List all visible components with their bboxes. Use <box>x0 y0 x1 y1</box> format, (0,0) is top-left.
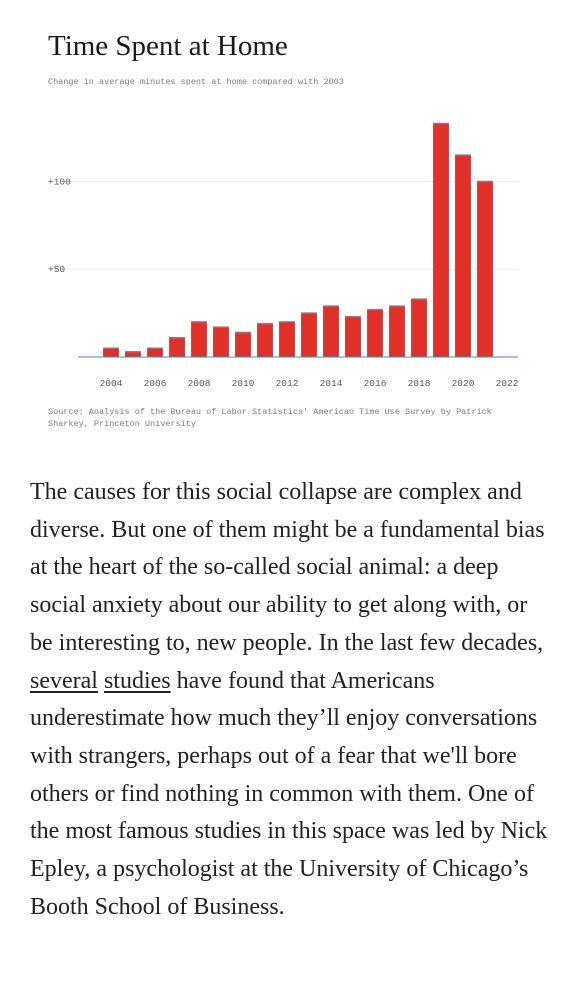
bar-2006 <box>147 348 163 357</box>
bar-2004 <box>103 348 119 357</box>
x-tick-label: 2014 <box>319 378 343 389</box>
article-text-part2: have found that Americans underestimate how much they’ll enjoy conversations with strangers, perhaps out of a fear that we'll bore others or find nothing in common with them. One of the most famous studies in this space was led by Nick Epley, a psychologist at the University of Chicago’s Booth School of Business. <box>30 667 548 920</box>
bar-2014 <box>323 306 339 357</box>
x-tick-label: 2008 <box>187 378 211 389</box>
bar-2012 <box>279 322 295 357</box>
bar-2018 <box>411 299 427 357</box>
x-tick-label: 2004 <box>99 378 123 389</box>
bar-2011 <box>257 324 273 357</box>
bar-2009 <box>213 327 229 357</box>
chart-subtitle: Change in average minutes spent at home compared with 2003 <box>48 77 344 87</box>
bar-2007 <box>169 338 185 357</box>
bar-2015 <box>345 317 361 357</box>
bar-chart <box>0 100 567 400</box>
x-tick-label: 2012 <box>275 378 299 389</box>
bars <box>103 124 493 357</box>
x-tick-label: 2020 <box>451 378 475 389</box>
x-tick-label: 2018 <box>407 378 431 389</box>
bar-2020 <box>455 155 471 357</box>
y-tick-label: +100 <box>48 176 71 188</box>
x-axis-ticks <box>100 378 519 389</box>
several-link[interactable]: several <box>30 667 98 694</box>
x-tick-label: 2022 <box>495 378 519 389</box>
bar-2005 <box>125 352 141 357</box>
bar-2021 <box>477 181 493 357</box>
y-axis-ticks <box>48 176 71 275</box>
x-tick-label: 2016 <box>363 378 387 389</box>
bar-2019 <box>433 124 449 357</box>
article-text-part1: The causes for this social collapse are complex and diverse. But one of them might be a fundamental bias at the heart of the so-called social animal: a deep social anxiety about our ability to get along with, or be interesting to, new people. In the last few decades, <box>30 479 545 656</box>
bar-2013 <box>301 313 317 357</box>
studies-link[interactable]: studies <box>103 667 171 694</box>
chart-source: Source: Analysis of the Bureau of Labor Statistics' American Time Use Survey by Patrick Sharkey, Princeton University <box>48 407 492 429</box>
x-tick-label: 2006 <box>143 378 167 389</box>
article-paragraph <box>30 474 550 926</box>
bar-2010 <box>235 332 251 357</box>
x-tick-label: 2010 <box>231 378 255 389</box>
bar-2017 <box>389 306 405 357</box>
chart-title: Time Spent at Home <box>48 30 288 62</box>
y-tick-label: +50 <box>48 264 66 276</box>
bar-2016 <box>367 310 383 357</box>
bar-2008 <box>191 322 207 357</box>
